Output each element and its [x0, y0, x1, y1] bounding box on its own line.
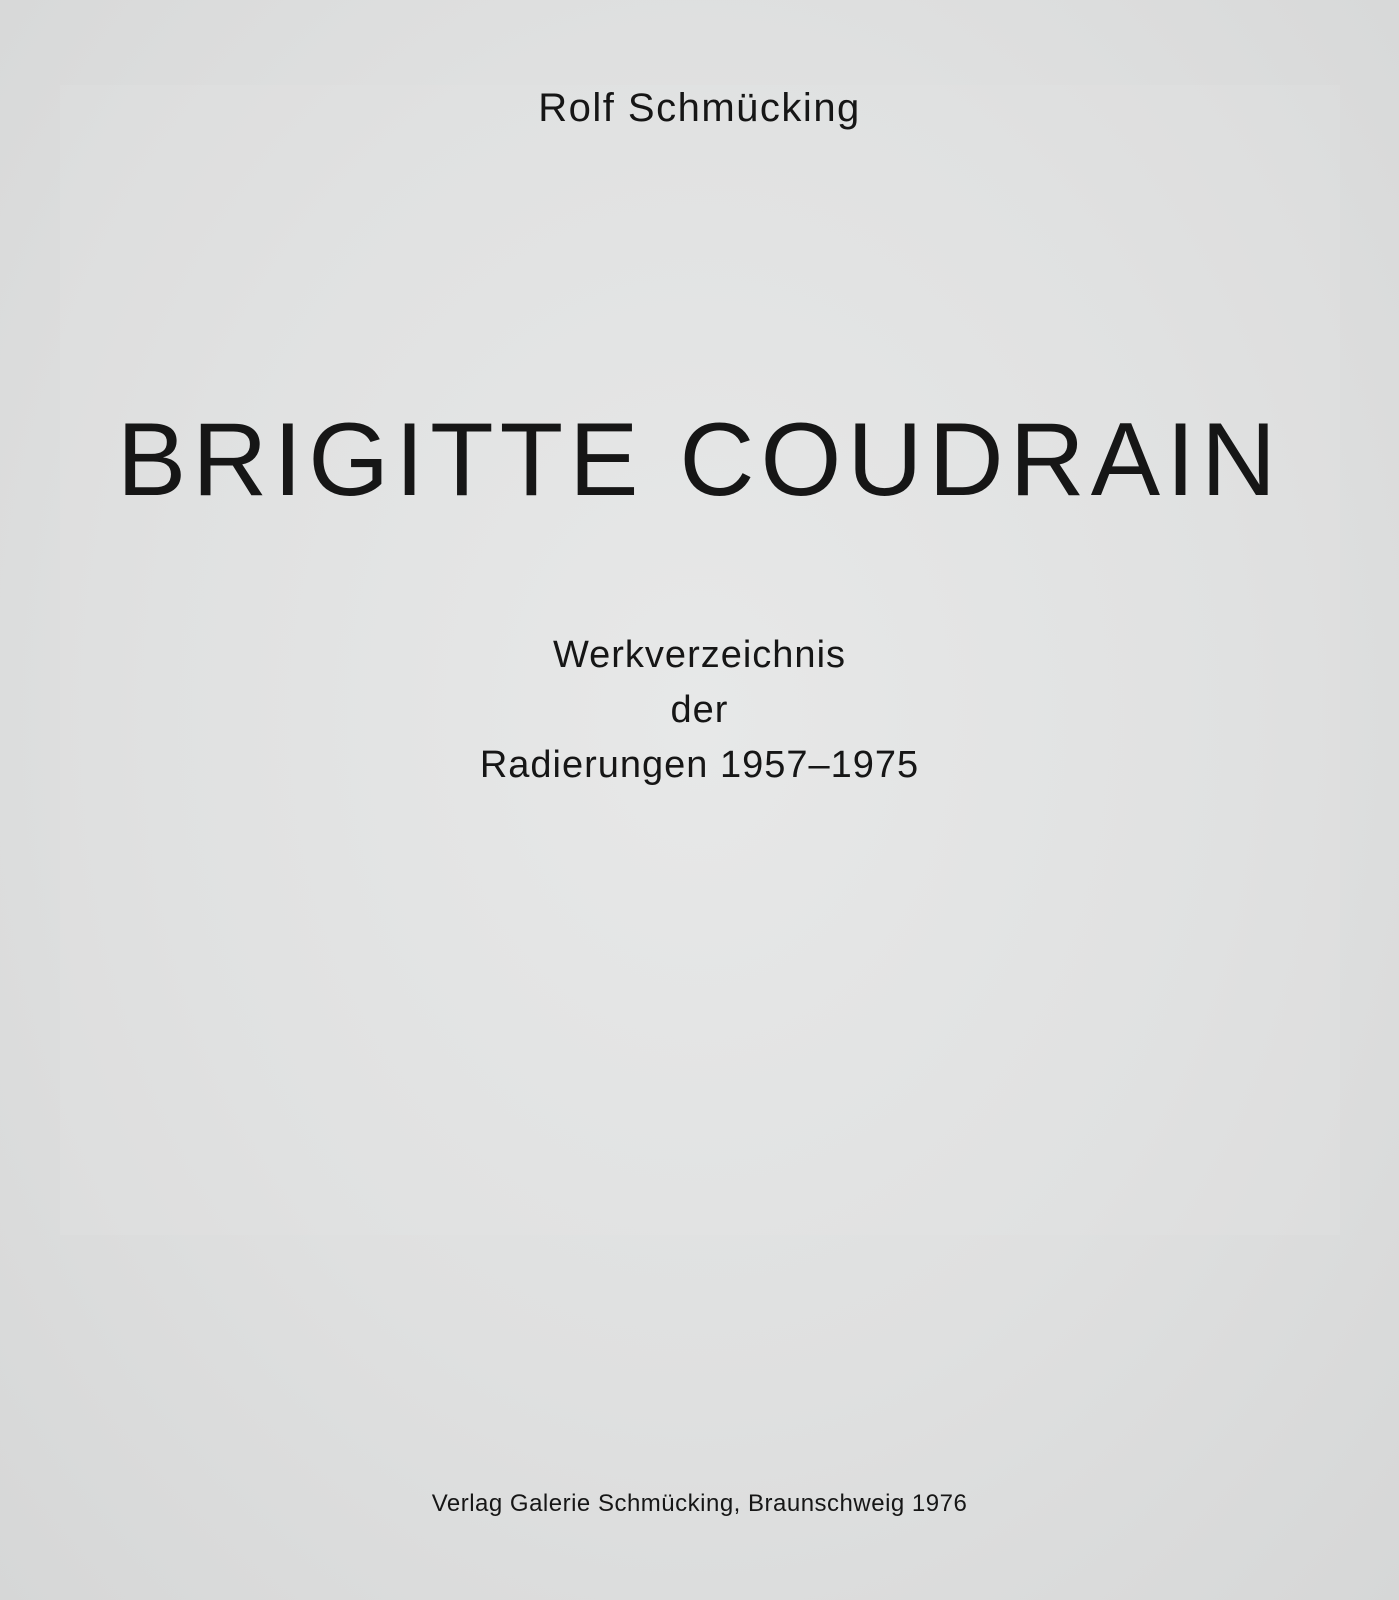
subtitle-line-2: der [670, 689, 729, 731]
subtitle [0, 628, 1399, 793]
subtitle-line-3: Radierungen 1957–1975 [479, 744, 920, 786]
subtitle-line-1: Werkverzeichnis [552, 634, 847, 676]
book-title: BRIGITTE COUDRAIN [116, 402, 1283, 518]
author-name: Rolf Schmücking [538, 86, 861, 130]
publisher-imprint: Verlag Galerie Schmücking, Braunschweig 1976 [431, 1490, 968, 1517]
